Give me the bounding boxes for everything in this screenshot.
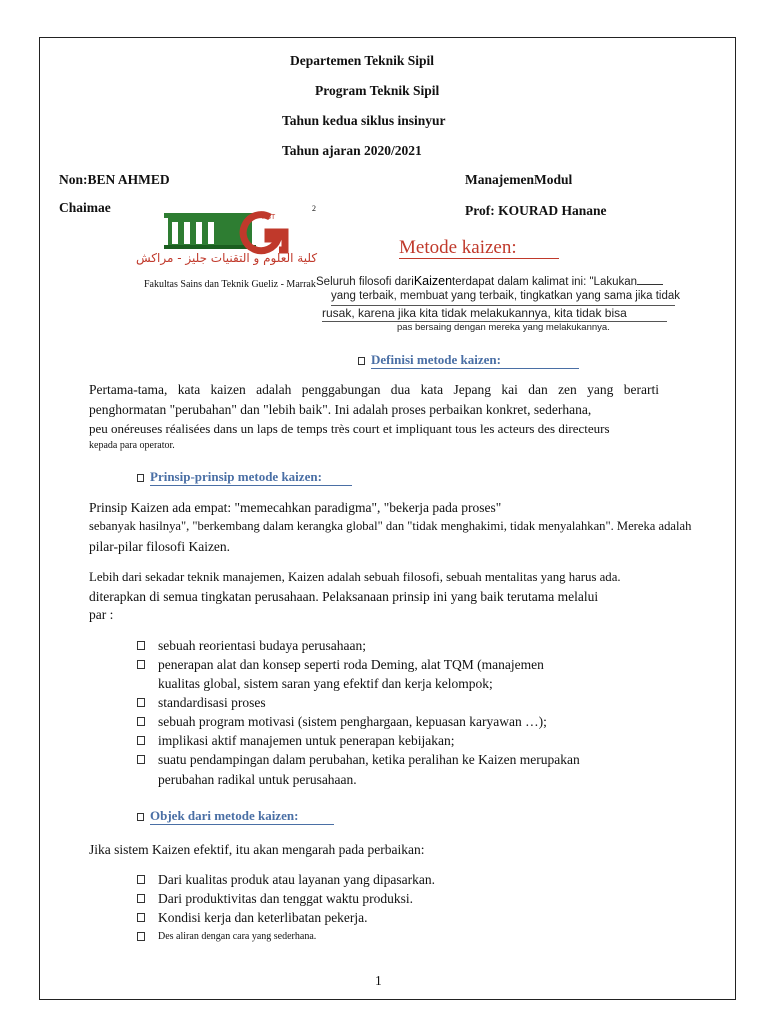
section-definition-heading: [358, 352, 579, 369]
quote-line-1: [316, 274, 663, 288]
section-bullet-icon: [137, 813, 144, 821]
list-item-text: suatu pendampingan dalam perubahan, ketika peralihan ke Kaizen merupakan: [158, 752, 580, 767]
section-objects-title: Objek dari metode kaizen:: [150, 808, 334, 825]
bullet-icon: [137, 641, 145, 650]
principles-para-line1: Prinsip Kaizen ada empat: "memecahkan paradigma", "bekerja pada proses": [89, 500, 502, 515]
list-item-text: Dari produktivitas dan tenggat waktu produksi.: [158, 891, 413, 906]
list-item-text: Kondisi kerja dan keterlibatan pekerja.: [158, 910, 368, 925]
quote-line-4: pas bersaing dengan mereka yang melakukannya.: [397, 322, 610, 333]
logo-caption: Fakultas Sains dan Teknik Gueliz - Marrak: [144, 279, 316, 290]
bullet-icon: [137, 932, 145, 941]
list-item-text: penerapan alat dan konsep seperti roda Deming, alat TQM (manajemen: [158, 657, 544, 672]
quote-line-1c: terdapat dalam kalimat ini: "Lakukan: [452, 276, 638, 288]
bullet-icon: [137, 894, 145, 903]
principles-para-line2: sebanyak hasilnya", "berkembang dalam kerangka global" dan "tidak menghakimi, tidak menyalahkan". Mereka adalah: [89, 519, 692, 533]
academic-year-heading: Tahun ajaran 2020/2021: [282, 143, 422, 158]
section-objects-heading: [137, 808, 334, 825]
bullet-icon: [137, 913, 145, 922]
principles-para2-line2: diterapkan di semua tingkatan perusahaan. Pelaksanaan prinsip ini yang baik terutama melalui: [89, 589, 599, 604]
list-item-text: sebuah program motivasi (sistem penghargaan, kepuasan karyawan …);: [158, 714, 547, 729]
bullet-icon: [137, 698, 145, 707]
section-principles-heading: [137, 469, 352, 486]
module-label: ManajemenModul: [465, 172, 573, 187]
list-item-text: Dari kualitas produk atau layanan yang dipasarkan.: [158, 872, 436, 887]
quote-line-2: yang terbaik, membuat yang terbaik, tingkatkan yang sama jika tidak: [331, 290, 681, 302]
footnote-mark: 2: [312, 204, 316, 213]
bullet-icon: [137, 875, 145, 884]
quote-line-1a: Seluruh filosofi dari: [316, 276, 414, 288]
bullet-icon: [137, 755, 145, 764]
list-item-text: Des aliran dengan cara yang sederhana.: [158, 931, 317, 942]
list-item-text: perubahan radikal untuk perusahaan.: [158, 772, 357, 787]
program-heading: Program Teknik Sipil: [315, 83, 440, 98]
principles-para-line3: pilar-pilar filosofi Kaizen.: [89, 539, 231, 554]
logo-arabic-text: كلية العلوم و التقنيات جليز - مراكش: [136, 251, 318, 265]
objects-intro: Jika sistem Kaizen efektif, itu akan mengarah pada perbaikan:: [89, 842, 425, 857]
list-item-text: implikasi aktif manajemen untuk penerapan kebijakan;: [158, 733, 455, 748]
professor-label: Prof: KOURAD Hanane: [465, 203, 607, 218]
list-item-text: standardisasi proses: [158, 695, 266, 710]
list-item-text: sebuah reorientasi budaya perusahaan;: [158, 638, 367, 653]
svg-text:FST: FST: [262, 214, 276, 221]
section-definition-title: Definisi metode kaizen:: [371, 352, 579, 369]
section-principles-title: Prinsip-prinsip metode kaizen:: [150, 469, 352, 486]
bullet-icon: [137, 660, 145, 669]
definition-para-line2: penghormatan "perubahan" dan "lebih baik". Ini adalah proses perbaikan konkret, sederhana,: [89, 402, 592, 417]
quote-line-3: rusak, karena jika kita tidak melakukannya, kita tidak bisa: [322, 306, 627, 320]
faculty-logo: [92, 205, 318, 305]
main-title-text: Metode kaizen:: [399, 237, 559, 259]
principles-para2-line1: Lebih dari sekadar teknik manajemen, Kaizen adalah sebuah filosofi, sebuah mentalitas yang harus ada.: [89, 570, 621, 584]
quote-underline-1: [637, 284, 663, 285]
definition-para-line1: Pertama-tama, kata kaizen adalah penggabungan dua kata Jepang kai dan zen yang berarti: [89, 382, 659, 397]
bullet-icon: [137, 717, 145, 726]
section-bullet-icon: [358, 357, 365, 365]
page-number: 1: [375, 973, 382, 988]
definition-para-line3: peu onéreuses réalisées dans un laps de temps très court et impliquant tous les acteurs des directeurs: [89, 421, 610, 436]
list-item-text: kualitas global, sistem saran yang efektif dan kerja kelompok;: [158, 676, 493, 691]
main-title: [399, 237, 559, 259]
year-heading: Tahun kedua siklus insinyur: [282, 113, 446, 128]
department-heading: Departemen Teknik Sipil: [290, 53, 435, 68]
student-name-line2: Chaimae: [59, 200, 111, 215]
section-bullet-icon: [137, 474, 144, 482]
principles-para2-line3: par :: [89, 607, 114, 622]
bullet-icon: [137, 736, 145, 745]
definition-para-line4: kepada para operator.: [89, 440, 175, 451]
student-name-line1: Non:BEN AHMED: [59, 172, 170, 187]
quote-kaizen-word: Kaizen: [413, 274, 453, 288]
